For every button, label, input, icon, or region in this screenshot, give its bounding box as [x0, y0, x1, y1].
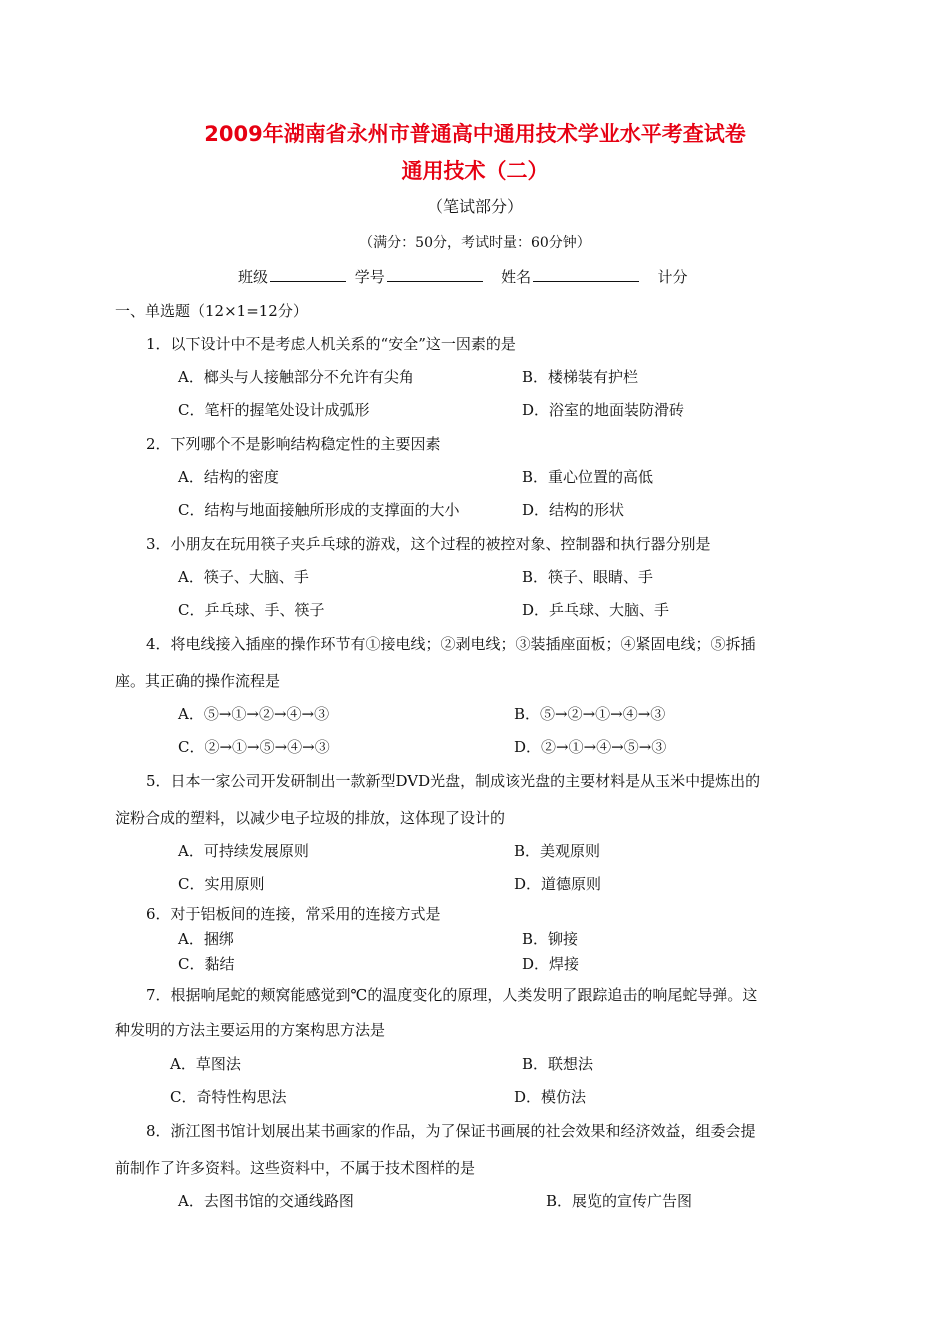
option: A．榔头与人接触部分不允许有尖角 — [178, 368, 414, 386]
exam-subtitle: 通用技术（二） — [401, 159, 549, 183]
question-stem: 7．根据响尾蛇的颊窝能感觉到℃的温度变化的原理，人类发明了跟踪追击的响尾蛇导弹。这 — [146, 986, 758, 1004]
class-label: 班级 — [238, 268, 269, 286]
option: C．笔杆的握笔处设计成弧形 — [178, 401, 370, 419]
question-stem: 8．浙江图书馆计划展出某书画家的作品，为了保证书画展的社会效果和经济效益，组委会提 — [146, 1122, 756, 1140]
option: B．楼梯装有护栏 — [522, 368, 639, 386]
number-label: 学号 — [354, 268, 385, 286]
option: C．结构与地面接触所形成的支撑面的大小 — [178, 501, 460, 519]
name-label: 姓名 — [501, 268, 532, 286]
option: B．铆接 — [522, 930, 579, 948]
option: C．黏结 — [178, 955, 235, 973]
option: C．实用原则 — [178, 875, 265, 893]
option: A．筷子、大脑、手 — [178, 568, 309, 586]
option: D．焊接 — [522, 955, 580, 973]
class-blank[interactable] — [270, 266, 346, 282]
option: A．去图书馆的交通线路图 — [178, 1192, 354, 1210]
option: B．⑤→②→①→④→③ — [514, 705, 666, 723]
option: D．②→①→④→⑤→③ — [514, 738, 667, 756]
question-stem: 2．下列哪个不是影响结构稳定性的主要因素 — [146, 435, 441, 453]
question-stem: 6．对于铝板间的连接，常采用的连接方式是 — [146, 905, 441, 923]
exam-meta: （满分：50分，考试时量：60分钟） — [359, 235, 591, 251]
info-fields — [238, 266, 687, 287]
option: B．展览的宣传广告图 — [546, 1192, 693, 1210]
option: C．乒乓球、手、筷子 — [178, 601, 325, 619]
option: D．道德原则 — [514, 875, 602, 893]
name-blank[interactable] — [533, 266, 639, 282]
option: C．②→①→⑤→④→③ — [178, 738, 330, 756]
question-stem-continued: 座。其正确的操作流程是 — [115, 672, 281, 690]
section-heading: 一、单选题（12×1=12分） — [115, 302, 308, 320]
exam-part: （笔试部分） — [426, 197, 523, 216]
score-label: 计分 — [657, 268, 688, 286]
question-stem-continued: 前制作了许多资料。这些资料中，不属于技术图样的是 — [115, 1159, 476, 1177]
question-stem: 1．以下设计中不是考虑人机关系的“安全”这一因素的是 — [146, 335, 516, 353]
option: D．乒乓球、大脑、手 — [522, 601, 670, 619]
option: B．美观原则 — [514, 842, 601, 860]
option: D．结构的形状 — [522, 501, 625, 519]
option: B．筷子、眼睛、手 — [522, 568, 654, 586]
option: B．重心位置的高低 — [522, 468, 654, 486]
option: A．⑤→①→②→④→③ — [178, 705, 330, 723]
number-blank[interactable] — [387, 266, 483, 282]
question-stem-continued: 淀粉合成的塑料，以减少电子垃圾的排放，这体现了设计的 — [115, 809, 506, 827]
option: A．草图法 — [170, 1055, 241, 1073]
option: D．浴室的地面装防滑砖 — [522, 401, 685, 419]
question-stem: 4．将电线接入插座的操作环节有①接电线；②剥电线；③装插座面板；④紧固电线；⑤拆插 — [146, 635, 756, 653]
option: C．奇特性构思法 — [170, 1088, 287, 1106]
question-stem: 3．小朋友在玩用筷子夹乒乓球的游戏，这个过程的被控对象、控制器和执行器分别是 — [146, 535, 711, 553]
question-stem-continued: 种发明的方法主要运用的方案构思方法是 — [115, 1021, 386, 1039]
option: B．联想法 — [522, 1055, 594, 1073]
exam-title: 2009年湖南省永州市普通高中通用技术学业水平考查试卷 — [204, 122, 746, 146]
option: D．模仿法 — [514, 1088, 587, 1106]
question-stem: 5．日本一家公司开发研制出一款新型DVD光盘，制成该光盘的主要材料是从玉米中提炼出的 — [146, 772, 761, 790]
option: A．捆绑 — [178, 930, 234, 948]
option: A．可持续发展原则 — [178, 842, 309, 860]
option: A．结构的密度 — [178, 468, 279, 486]
